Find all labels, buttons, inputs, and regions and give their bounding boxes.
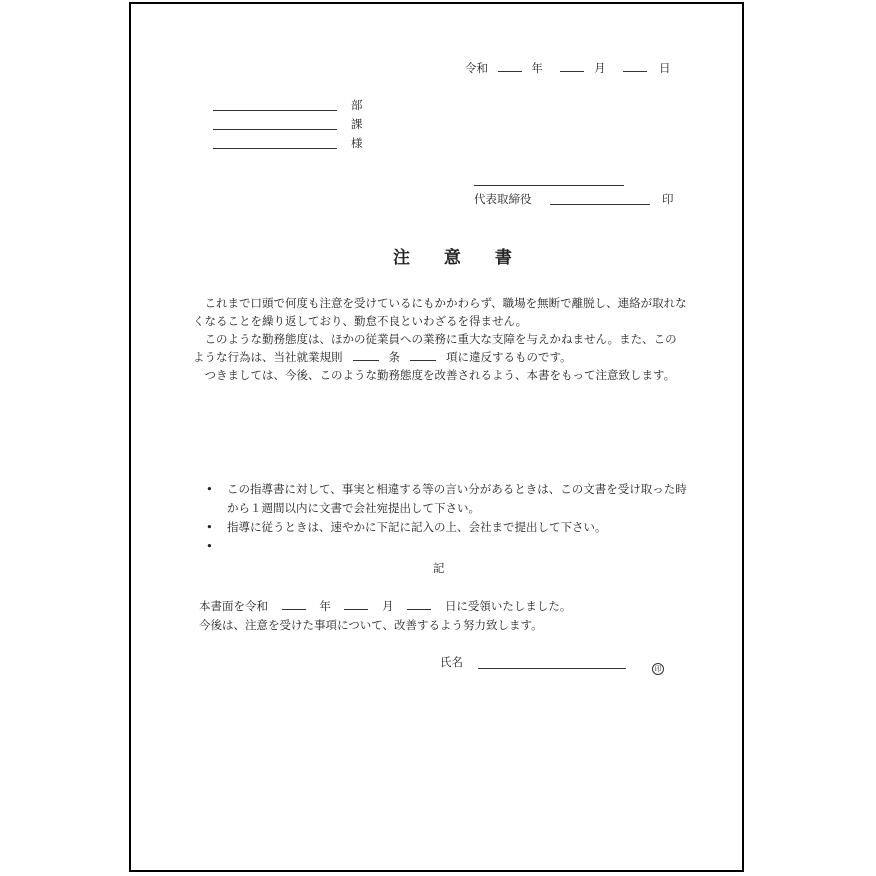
sender-seal-label: 印 <box>662 192 674 206</box>
sender-title: 代表取締役 <box>474 192 532 206</box>
recipient-honorific: 様 <box>351 136 363 150</box>
date-year-label: 年 <box>531 61 543 75</box>
bullet-icon: • <box>206 482 213 496</box>
signature-seal-icon <box>652 656 664 675</box>
document-title: 注 意 書 <box>393 248 526 268</box>
body-paragraph-3: つきましては、今後、このような勤務態度を改善されるよう、本書をもって注意致します。 <box>204 368 676 382</box>
company-name-line[interactable] <box>474 185 624 186</box>
note-item <box>193 518 688 537</box>
rule-clause-blank[interactable] <box>410 350 436 361</box>
bullet-icon: • <box>206 520 213 534</box>
signature-name-label: 氏名 <box>440 655 463 669</box>
recipient-name-line[interactable] <box>213 148 337 149</box>
note-item <box>193 480 688 518</box>
year-blank[interactable] <box>498 61 522 72</box>
receipt-month-label: 月 <box>382 599 394 613</box>
representative-name-line[interactable] <box>550 204 650 205</box>
receipt-year-blank[interactable] <box>282 599 306 610</box>
signature-name-line[interactable] <box>478 668 626 669</box>
ki-label: 記 <box>433 561 445 575</box>
body-paragraph-1: これまで口頭で何度も注意を受けているにもかかわらず、職場を無断で離脱し、連絡が取れなくなることを繰り返しており、勤怠不良といわざるを得ません。 <box>193 296 687 328</box>
recipient-section-label: 課 <box>351 117 363 131</box>
receipt-day-suffix: 日に受領いたしました。 <box>444 599 572 613</box>
receipt-line-2: 今後は、注意を受けた事項について、改善するよう努力致します。 <box>199 618 543 632</box>
date-line <box>465 61 670 75</box>
receipt-prefix: 本書面を令和 <box>199 599 268 613</box>
document-page <box>129 2 744 872</box>
receipt-line-1 <box>199 599 571 613</box>
body-paragraph-2: このような勤務態度は、ほかの従業員への業務に重大な支障を与えかねません。また、このような行為は、当社就業規則 条 項に違反するものです。 <box>193 332 677 364</box>
article-label: 条 <box>388 350 400 364</box>
date-month-label: 月 <box>594 61 606 75</box>
seal-circle: 印 <box>652 663 664 675</box>
recipient-dept-line[interactable] <box>213 110 337 111</box>
note-text: 指導に従うときは、速やかに下記に記入の上、会社まで提出して下さい。 <box>227 520 607 534</box>
date-era: 令和 <box>465 61 488 75</box>
body-text <box>193 294 688 384</box>
clause-suffix: 項に違反するものです。 <box>446 350 572 364</box>
receipt-year-label: 年 <box>319 599 331 613</box>
rule-article-blank[interactable] <box>353 350 379 361</box>
receipt-day-blank[interactable] <box>407 599 431 610</box>
date-day-label: 日 <box>658 61 671 75</box>
receipt-month-blank[interactable] <box>344 599 368 610</box>
note-text: この指導書に対して、事実と相違する等の言い分があるときは、この文書を受け取った時から１週間以内に文書で会社宛提出して下さい。 <box>227 482 687 515</box>
recipient-dept-label: 部 <box>351 98 363 112</box>
day-blank[interactable] <box>623 61 647 72</box>
recipient-section-line[interactable] <box>213 129 337 130</box>
notes-list <box>193 480 688 556</box>
month-blank[interactable] <box>560 61 584 72</box>
note-item <box>193 537 688 556</box>
bullet-icon: • <box>206 539 213 553</box>
